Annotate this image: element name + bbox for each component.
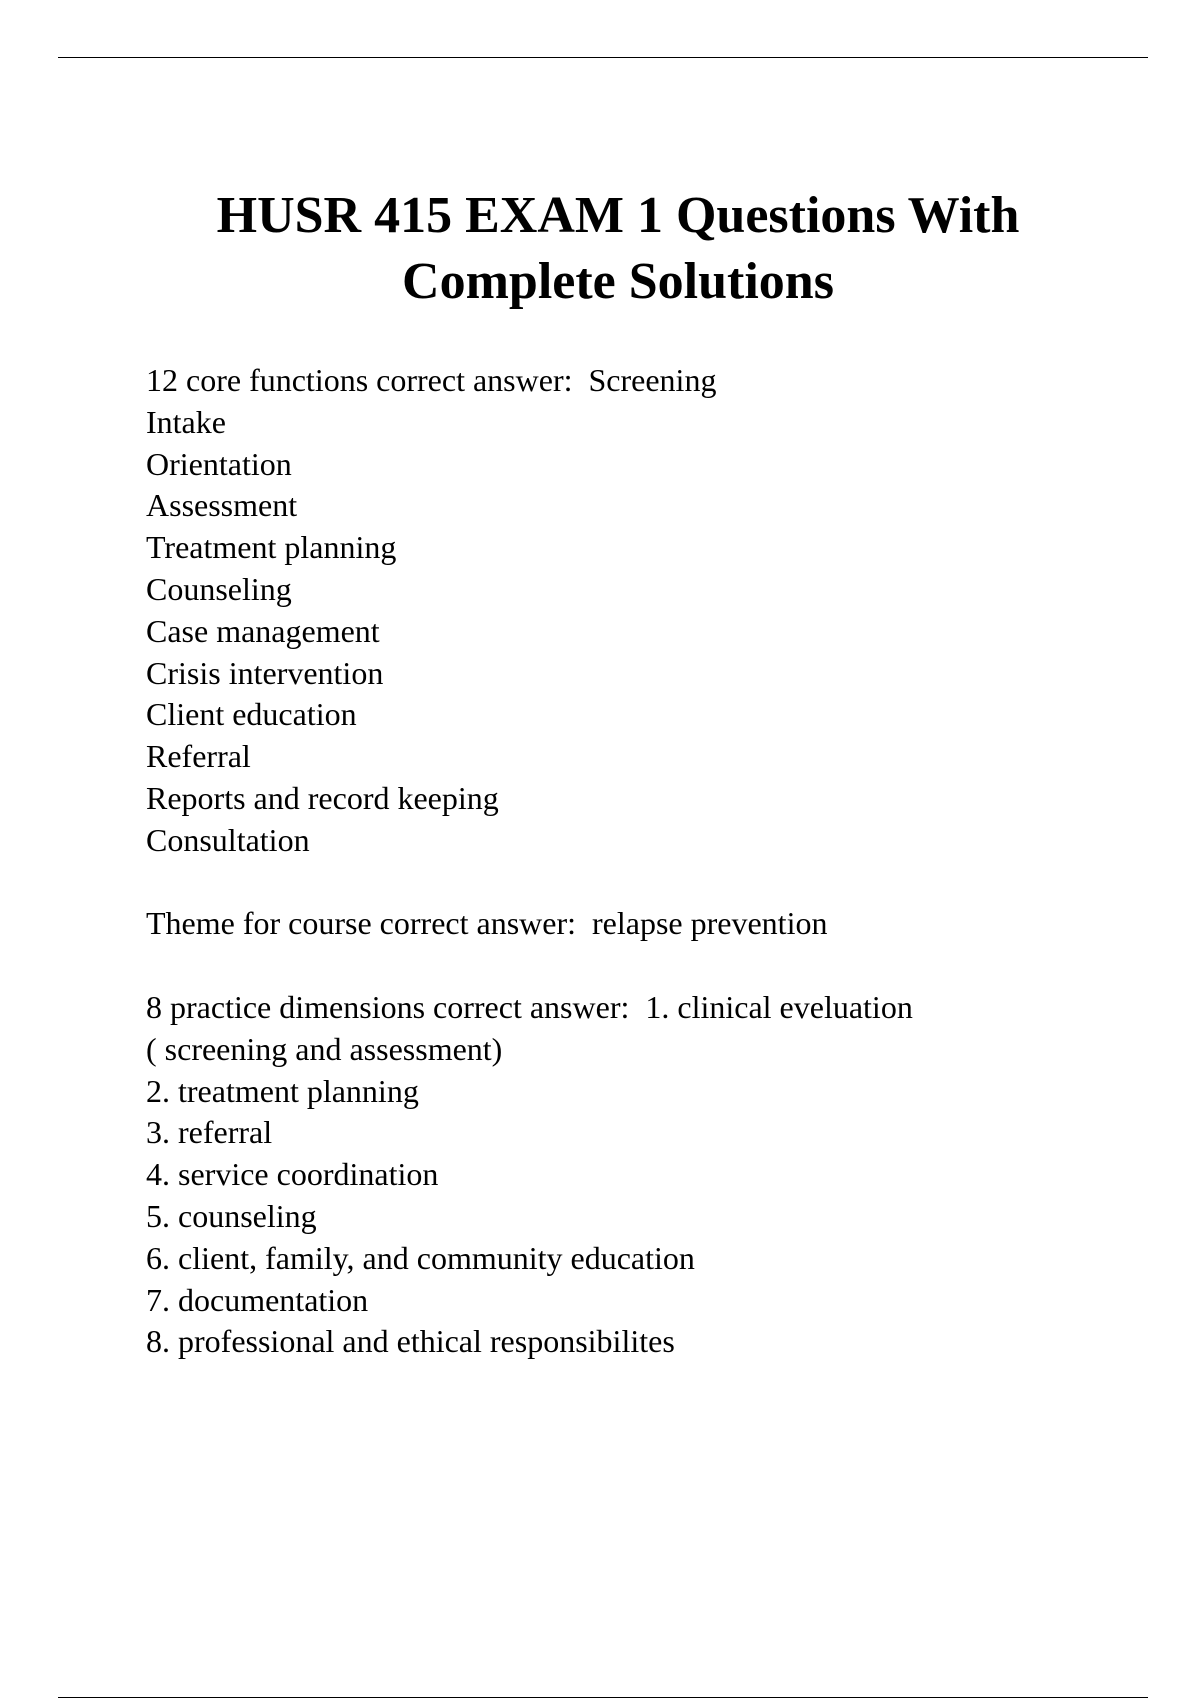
answer-text: Screening bbox=[588, 362, 717, 398]
answer-line: 8. professional and ethical responsibilites bbox=[146, 1323, 675, 1360]
title-line: Complete Solutions bbox=[402, 253, 834, 310]
page-title bbox=[58, 183, 1178, 315]
answer-line: Counseling bbox=[146, 570, 292, 607]
top-rule bbox=[58, 57, 1148, 58]
answer-line: Reports and record keeping bbox=[146, 779, 499, 816]
bottom-rule bbox=[58, 1697, 1148, 1698]
answer-line: Referral bbox=[146, 738, 251, 775]
answer-line: 5. counseling bbox=[146, 1197, 317, 1234]
qa-question-line bbox=[146, 903, 1126, 945]
title-line: HUSR 415 EXAM 1 Questions With bbox=[216, 187, 1020, 244]
answer-line: Client education bbox=[146, 696, 357, 733]
answer-line: 4. service coordination bbox=[146, 1156, 439, 1193]
qa-content bbox=[146, 360, 1126, 1405]
question-text: Theme for course correct answer: bbox=[146, 905, 576, 942]
answer-line: 3. referral bbox=[146, 1114, 273, 1151]
qa-item-theme bbox=[146, 903, 1126, 945]
qa-question-line bbox=[146, 360, 1126, 402]
answer-line: Crisis intervention bbox=[146, 654, 384, 691]
answer-line: 2. treatment planning bbox=[146, 1072, 419, 1109]
qa-question-line bbox=[146, 987, 1126, 1029]
answer-text: relapse prevention bbox=[592, 905, 828, 942]
answer-line: Assessment bbox=[146, 487, 298, 524]
answer-line: ( screening and assessment) bbox=[146, 1030, 503, 1067]
answer-line: Intake bbox=[146, 403, 226, 440]
answer-line: Orientation bbox=[146, 445, 292, 482]
answer-line: Consultation bbox=[146, 821, 310, 858]
answer-line: 7. documentation bbox=[146, 1281, 369, 1318]
qa-item-core-functions bbox=[146, 360, 1126, 862]
question-text: 12 core functions correct answer: bbox=[146, 362, 573, 398]
qa-item-practice-dimensions bbox=[146, 987, 1126, 1363]
answer-line: 6. client, family, and community education bbox=[146, 1239, 695, 1276]
answer-text: 1. clinical eveluation bbox=[645, 988, 913, 1025]
answer-line: Treatment planning bbox=[146, 529, 397, 566]
answer-line: Case management bbox=[146, 612, 380, 649]
question-text: 8 practice dimensions correct answer: bbox=[146, 988, 630, 1025]
